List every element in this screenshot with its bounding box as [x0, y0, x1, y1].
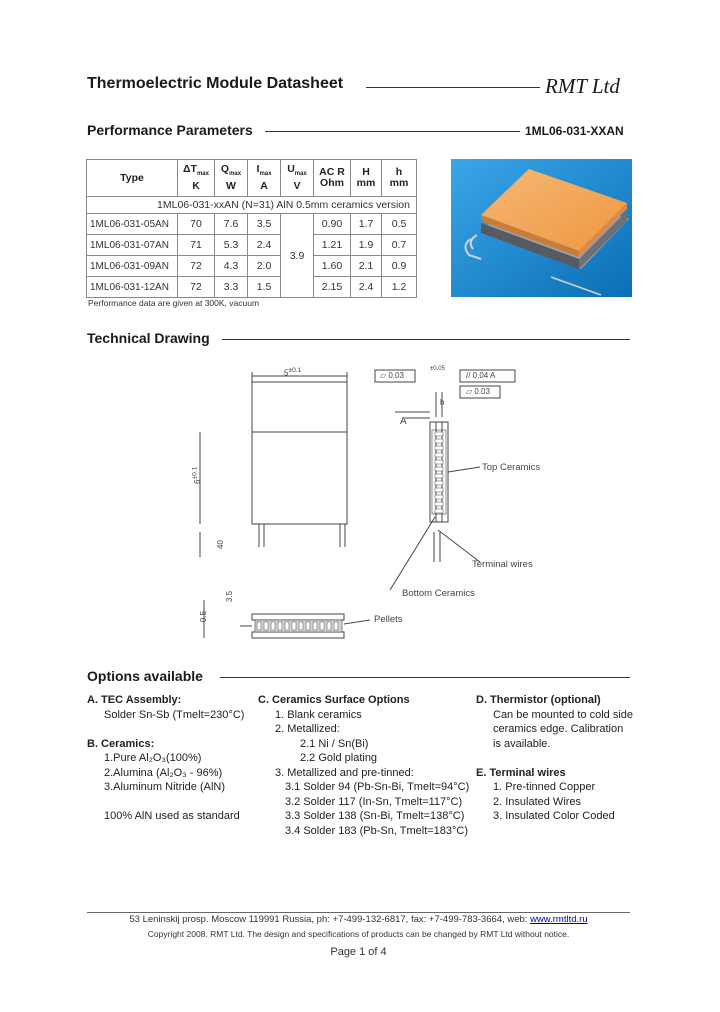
table-row — [87, 235, 417, 256]
cell-H: 1.7 — [351, 214, 382, 235]
pellet-side — [435, 460, 443, 464]
table-group-row — [87, 197, 417, 214]
col-header-acr: AC R Ohm — [314, 160, 351, 197]
label-terminal-wires: Terminal wires — [472, 559, 533, 570]
section-title-drawing: Technical Drawing — [87, 330, 210, 346]
option-item — [87, 722, 257, 737]
col-header-u: $U_{max}$ V — [281, 160, 314, 197]
dim-offset: 0.5 — [199, 610, 209, 623]
cell-type: 1ML06-031-12AN — [87, 277, 178, 298]
col-header-i: $I_{max}$ A — [248, 160, 281, 197]
option-item: ceramics edge. Calibration — [493, 723, 624, 735]
pellet — [271, 622, 275, 630]
pellet-side — [435, 453, 443, 457]
option-heading: D. Thermistor (optional) — [476, 694, 601, 706]
option-item: 2.1 Ni / Sn(Bi) — [300, 737, 369, 750]
cell-acr: 2.15 — [314, 277, 351, 298]
options-column-3 — [476, 693, 636, 824]
cell-acr: 1.21 — [314, 235, 351, 256]
performance-note: Performance data are given at 300K, vacuum — [88, 298, 260, 308]
cell-q: 5.3 — [215, 235, 248, 256]
cell-acr: 1.60 — [314, 256, 351, 277]
cell-i: 3.5 — [248, 214, 281, 235]
pellet-side — [435, 432, 443, 436]
option-item: 2.2 Gold plating — [300, 752, 378, 764]
header-rule — [366, 87, 540, 88]
page-number: Page 1 of 4 — [330, 946, 387, 958]
section-title-performance: Performance Parameters — [87, 122, 253, 138]
option-item: Solder Sn-Sb (Tmelt=230°C) — [104, 708, 245, 721]
option-item: 3.1 Solder 94 (Pb-Sn-Bi, Tmelt=94°C) — [285, 781, 470, 793]
col-header-type: Type — [87, 160, 178, 197]
col-header-q: $Q_{max}$ W — [215, 160, 248, 197]
dim-flatness-2: ⏥ 0.03 — [466, 387, 490, 396]
cell-dt: 72 — [178, 277, 215, 298]
table-row — [87, 214, 417, 235]
option-item: 3. Insulated Color Coded — [493, 810, 615, 822]
datum-a: A — [400, 416, 407, 427]
pellet — [264, 622, 268, 630]
pellet — [313, 622, 317, 630]
pellet — [257, 622, 261, 630]
option-item: 1.Pure Al₂O₃(100%) — [104, 752, 202, 764]
cell-type: 1ML06-031-07AN — [87, 235, 178, 256]
option-item: 3. Metallized and pre-tinned: — [275, 766, 414, 779]
dim-wire-length: 40 — [215, 540, 225, 549]
cell-dt: 71 — [178, 235, 215, 256]
option-heading: C. Ceramics Surface Options — [258, 694, 410, 706]
option-heading: A. TEC Assembly: — [87, 694, 182, 706]
option-heading: B. Ceramics: — [87, 737, 155, 750]
pellet-side — [435, 509, 443, 513]
document-title: Thermoelectric Module Datasheet — [87, 75, 344, 92]
option-item — [476, 751, 636, 766]
cell-H: 1.9 — [351, 235, 382, 256]
cell-H: 2.4 — [351, 277, 382, 298]
group-row-label: 1ML06-031-xxAN (N=31) AlN 0.5mm ceramics version — [87, 197, 417, 214]
dim-length: $6^{\pm 0.1}$ — [191, 466, 203, 485]
cell-dt: 72 — [178, 256, 215, 277]
option-item: 2. Insulated Wires — [493, 795, 582, 808]
pellet-side — [435, 495, 443, 499]
label-pellets: Pellets — [374, 614, 403, 625]
pellet-side — [435, 439, 443, 443]
pellet — [320, 622, 324, 630]
cell-q: 4.3 — [215, 256, 248, 277]
pellet-side — [435, 446, 443, 450]
cell-i: 1.5 — [248, 277, 281, 298]
dim-parallel: // 0.04 A — [466, 371, 496, 380]
cell-h: 1.2 — [382, 277, 417, 298]
col-header-h: h mm — [382, 160, 417, 197]
footer-rule — [87, 912, 630, 913]
option-item: 3.4 Solder 183 (Pb-Sn, Tmelt=183°C) — [285, 824, 469, 837]
dim-tol-h: ±0.05 — [430, 366, 445, 372]
footer-web-link[interactable]: www.rmtltd.ru — [530, 914, 588, 925]
cell-q: 7.6 — [215, 214, 248, 235]
option-item — [87, 795, 257, 810]
option-item: 3.Aluminum Nitride (AlN) — [104, 781, 226, 793]
cell-type: 1ML06-031-05AN — [87, 214, 178, 235]
dim-h-small: h — [440, 398, 445, 407]
cell-umax-shared: 3.9 — [281, 214, 314, 298]
cell-acr: 0.90 — [314, 214, 351, 235]
performance-rule — [265, 131, 520, 132]
table-row — [87, 277, 417, 298]
pellet — [292, 622, 296, 630]
pellet-side — [435, 481, 443, 485]
col-header-dt: $\Delta T_{max}$ K — [178, 160, 215, 197]
technical-drawing — [180, 362, 560, 652]
drawing-rule — [222, 339, 630, 340]
footer-copyright: Copyright 2008. RMT Ltd. The design and specifications of products can be changed by RMT Ltd without notice. — [147, 929, 570, 939]
brand-logo: RMT Ltd — [545, 74, 620, 98]
option-heading: E. Terminal wires — [476, 766, 566, 779]
pellet — [306, 622, 310, 630]
option-item: 2. Metallized: — [275, 723, 340, 735]
table-row — [87, 256, 417, 277]
cell-q: 3.3 — [215, 277, 248, 298]
option-item: 3.2 Solder 117 (In-Sn, Tmelt=117°C) — [285, 795, 463, 808]
pellet-side — [435, 474, 443, 478]
pellet-side — [435, 467, 443, 471]
cell-h: 0.9 — [382, 256, 417, 277]
option-item: 3.3 Solder 138 (Sn-Bi, Tmelt=138°C) — [285, 810, 465, 822]
option-item: 1. Blank ceramics — [275, 708, 362, 721]
options-column-1 — [87, 693, 257, 824]
label-bottom-ceramics: Bottom Ceramics — [402, 588, 475, 599]
option-item: Can be mounted to cold side — [493, 708, 634, 721]
table-header-row — [87, 160, 417, 197]
performance-table — [86, 159, 417, 298]
options-column-2 — [258, 693, 478, 838]
option-item: 2.Alumina (Al₂O₃ - 96%) — [104, 766, 223, 779]
module-top-view-upper — [252, 382, 347, 432]
pellet — [299, 622, 303, 630]
dim-pitch: 3.5 — [225, 590, 235, 603]
dim-flatness: ⏥ 0.03 — [380, 371, 404, 380]
col-header-H: H mm — [351, 160, 382, 197]
cell-i: 2.4 — [248, 235, 281, 256]
module-top-view-lower — [252, 432, 347, 524]
pellet — [327, 622, 331, 630]
cell-type: 1ML06-031-09AN — [87, 256, 178, 277]
options-rule — [220, 677, 630, 678]
footer-address: 53 Leninskij prosp. Moscow 119991 Russia, ph: +7-499-132-6817, fax: +7-499-783-3664, web: www.rmtltd.ru — [129, 914, 588, 925]
option-item: is available. — [493, 737, 551, 750]
pellet — [278, 622, 282, 630]
section-title-options: Options available — [87, 668, 203, 684]
cell-h: 0.5 — [382, 214, 417, 235]
cell-dt: 70 — [178, 214, 215, 235]
dim-width: $5^{\pm 0.1}$ — [284, 367, 302, 378]
cell-H: 2.1 — [351, 256, 382, 277]
option-item: 1. Pre-tinned Copper — [493, 781, 596, 793]
option-item: 100% AlN used as standard — [104, 810, 240, 822]
pellet-side — [435, 502, 443, 506]
product-photo — [451, 159, 632, 297]
label-top-ceramics: Top Ceramics — [482, 462, 541, 473]
model-number: 1ML06-031-XXAN — [525, 124, 624, 138]
pellet — [285, 622, 289, 630]
pellet — [334, 622, 338, 630]
pellet-side — [435, 488, 443, 492]
cell-i: 2.0 — [248, 256, 281, 277]
cell-h: 0.7 — [382, 235, 417, 256]
